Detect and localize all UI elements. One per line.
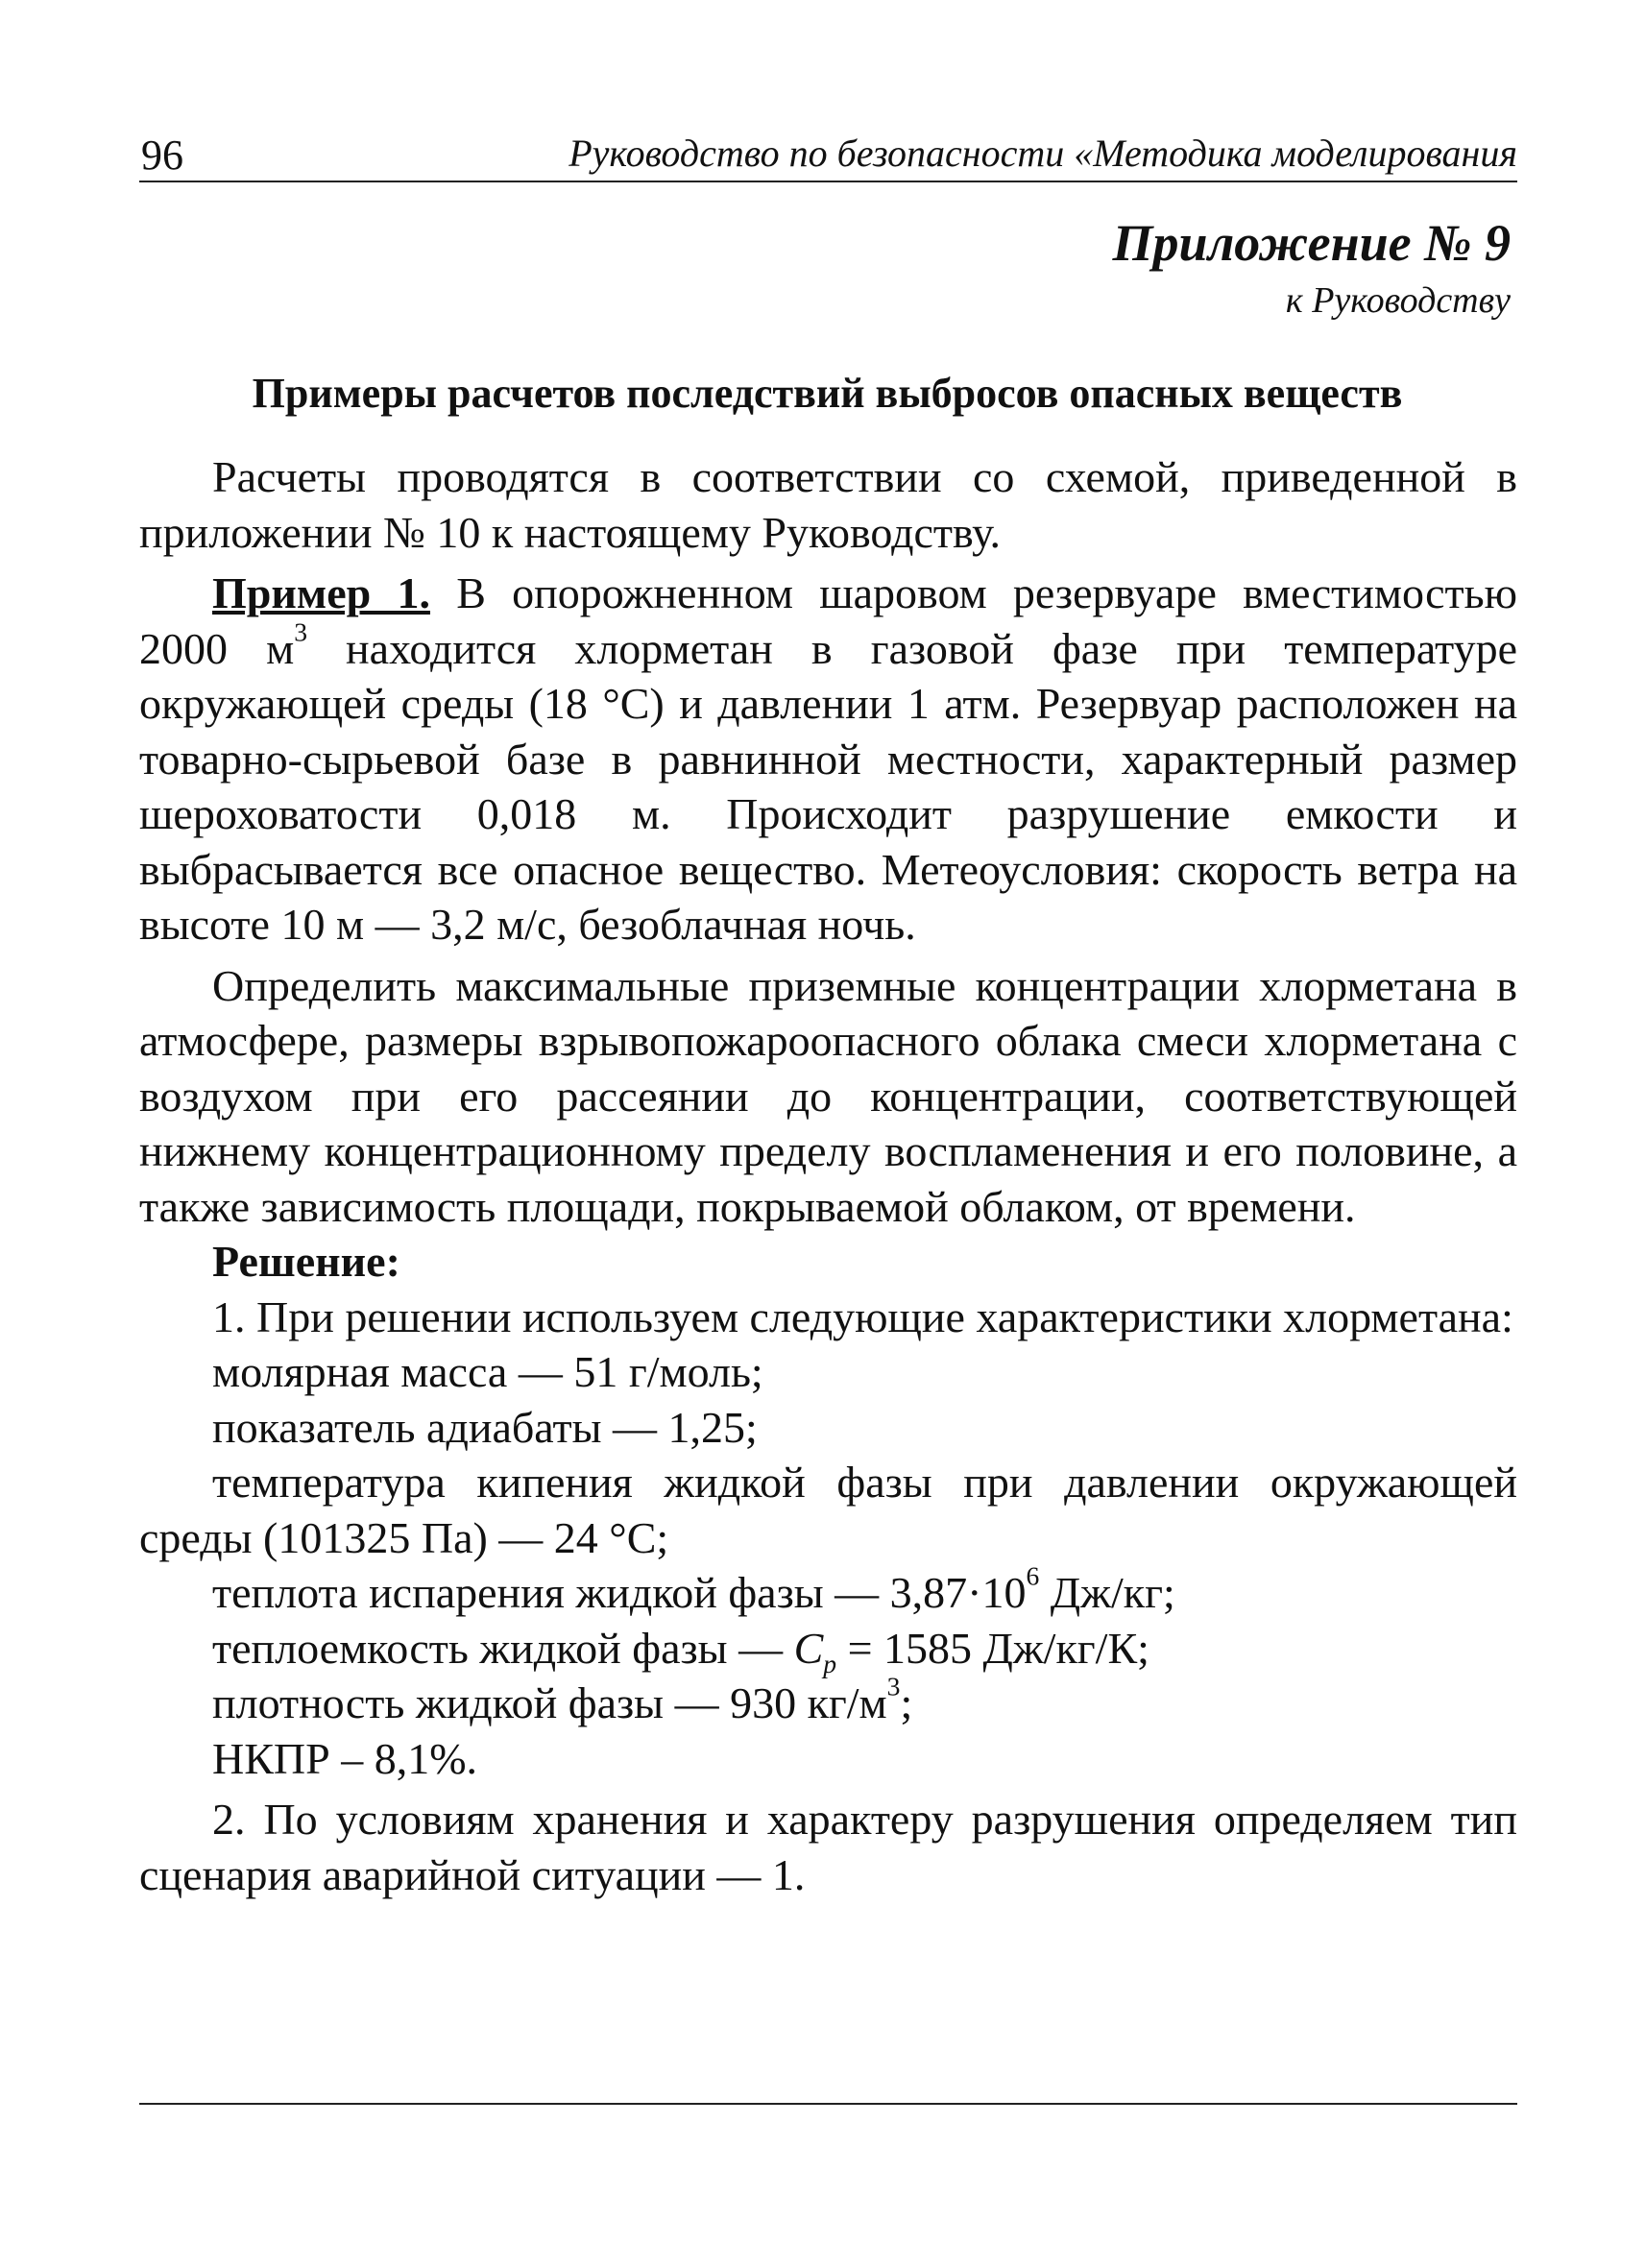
heat-text-a: теплота испарения жидкой фазы — 3,87·10 [212,1568,1027,1617]
appendix-title: Приложение № 9 [1112,214,1511,272]
prop-heat-capacity [139,1621,1517,1677]
appendix-heading [1113,211,1511,326]
prop-lel: НКПР – 8,1%. [212,1733,478,1783]
page-number: 96 [141,132,183,179]
prop-molar-mass: молярная масса — 51 г/моль; [212,1347,763,1396]
example-label: Пример 1. [212,568,430,617]
cap-subscript: p [823,1648,837,1678]
prop-adiabatic-index: показатель адиабаты — 1,25; [212,1402,758,1452]
running-header: Руководство по безопасности «Методика моделирования [568,132,1517,175]
example-paragraph [139,566,1517,953]
cap-text-a: теплоемкость жидкой фазы — [212,1623,794,1673]
example-text-a: В опорожненном шаровом резервуаре вместимостью 2000 м [139,568,1517,673]
solution-label: Решение: [212,1237,400,1286]
cap-symbol: C [793,1623,824,1673]
header-divider [139,181,1517,182]
prop-density [139,1671,1517,1731]
footer-divider [139,2103,1517,2105]
dens-text-b: ; [900,1678,913,1727]
heat-sup: 6 [1026,1560,1040,1591]
step-1: 1. При решении используем следующие характеристики хлорметана: [212,1291,1513,1341]
intro-paragraph: Расчеты проводятся в соответствии со схемой, приведенной в приложении № 10 к настоящему Руководству. [139,452,1517,557]
body-text [139,449,1517,1902]
task-paragraph: Определить максимальные приземные концентрации хлорметана в атмосфере, размеры взрывопожароопасного облака смеси хлорметана с воздухом при его рассеянии до концентрации, соответствующей нижнему концентрационному пределу воспламенения и его половине, а также зависимость площади, покрываемой облаком, от времени. [139,960,1517,1231]
dens-sup: 3 [886,1671,901,1701]
cap-text-b: = 1585 Дж/кг/К; [836,1623,1149,1673]
dens-text-a: плотность жидкой фазы — 930 кг/м [212,1678,887,1727]
step-2: 2. По условиям хранения и характеру разрушения определяем тип сценария аварийной ситуации — 1. [139,1795,1517,1899]
example-sup: 3 [294,616,307,647]
section-title: Примеры расчетов последствий выбросов опасных веществ [252,370,1403,417]
prop-boiling-point: температура кипения жидкой фазы при давлении окружающей среды (101325 Па) — 24 °С; [139,1458,1517,1562]
heat-text-b: Дж/кг; [1039,1568,1175,1617]
appendix-subtitle: к Руководству [1285,280,1511,321]
prop-heat-of-vaporization [139,1560,1517,1621]
example-text-b: находится хлорметан в газовой фазе при температуре окружающей среды (18 °С) и давлении 1 атм. Резервуар расположен на товарно-сырьевой базе в равнинной местности, характерный размер шероховатости 0,018 м. Происходит разрушение емкости и выбрасывается все опасное вещество. Метеоусловия: скорость ветра на высоте 10 м — 3,2 м/с, безоблачная ночь. [139,623,1517,949]
